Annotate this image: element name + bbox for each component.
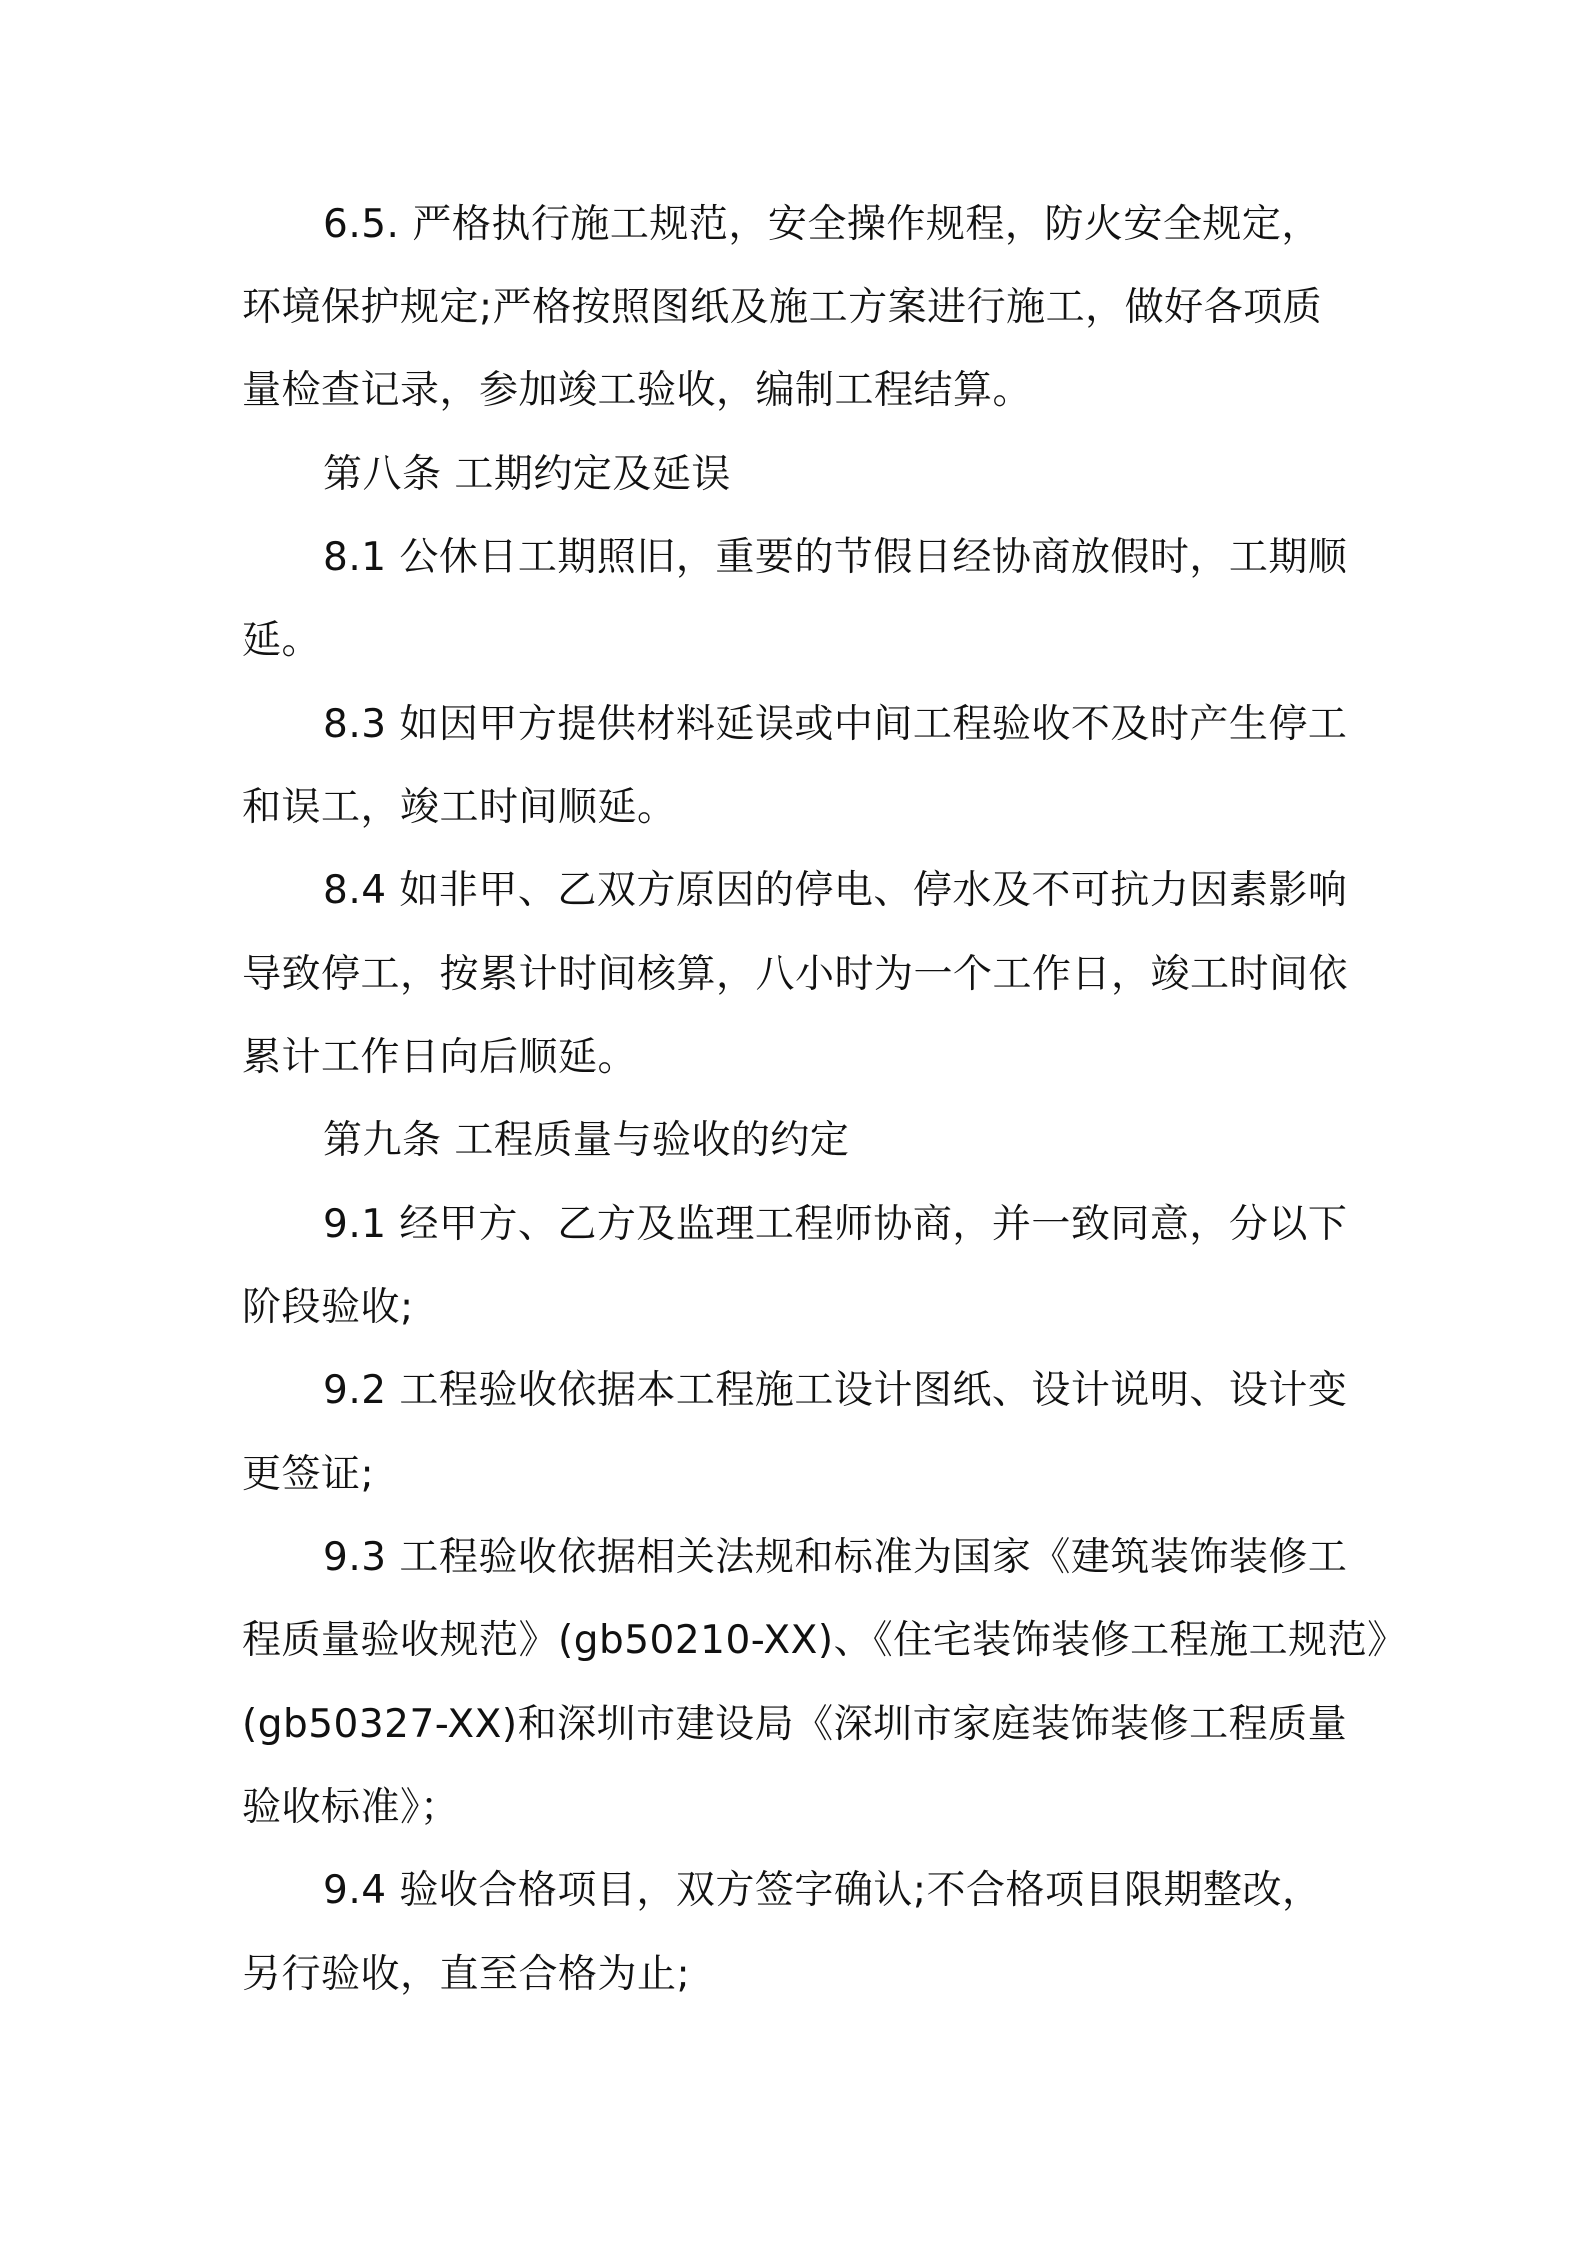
clause-8-4-line-3: 累计工作日向后顺延。 xyxy=(242,1035,638,1080)
clause-9-2-line-1: 9.2 工程验收依据本工程施工设计图纸、设计说明、设计变 xyxy=(323,1368,1348,1413)
clause-9-3-line-4: 验收标准》； xyxy=(242,1785,460,1830)
clause-6-5-line-1: 6.5. 严格执行施工规范，安全操作规程，防火安全规定， xyxy=(323,202,1321,247)
clause-8-1-line-2: 延。 xyxy=(242,618,322,663)
clause-6-5-line-3: 量检查记录，参加竣工验收，编制工程结算。 xyxy=(242,368,1033,413)
clause-6-5-line-2: 环境保护规定;严格按照图纸及施工方案进行施工，做好各项质 xyxy=(242,285,1323,330)
clause-8-4-line-2: 导致停工，按累计时间核算，八小时为一个工作日，竣工时间依 xyxy=(242,952,1349,997)
article-9-heading: 第九条 工程质量与验收的约定 xyxy=(323,1118,850,1163)
clause-9-2-line-2: 更签证; xyxy=(242,1452,375,1497)
clause-9-4-line-1: 9.4 验收合格项目，双方签字确认;不合格项目限期整改， xyxy=(323,1868,1322,1913)
clause-9-3-line-2: 程质量验收规范》(gb50210-XX)、《住宅装饰装修工程施工规范》 xyxy=(242,1618,1407,1663)
article-8-heading: 第八条 工期约定及延误 xyxy=(323,452,731,497)
clause-9-1-line-2: 阶段验收; xyxy=(242,1285,414,1330)
clause-9-1-line-1: 9.1 经甲方、乙方及监理工程师协商，并一致同意，分以下 xyxy=(323,1202,1348,1247)
clause-8-4-line-1: 8.4 如非甲、乙双方原因的停电、停水及不可抗力因素影响 xyxy=(323,868,1348,913)
clause-8-3-line-2: 和误工，竣工时间顺延。 xyxy=(242,785,677,830)
clause-9-3-line-3: (gb50327-XX)和深圳市建设局《深圳市家庭装饰装修工程质量 xyxy=(242,1702,1348,1747)
clause-9-4-line-2: 另行验收，直至合格为止; xyxy=(242,1952,691,1997)
clause-9-3-line-1: 9.3 工程验收依据相关法规和标准为国家《建筑装饰装修工 xyxy=(323,1535,1348,1580)
clause-8-1-line-1: 8.1 公休日工期照旧，重要的节假日经协商放假时，工期顺 xyxy=(323,535,1348,580)
clause-8-3-line-1: 8.3 如因甲方提供材料延误或中间工程验收不及时产生停工 xyxy=(323,702,1348,747)
